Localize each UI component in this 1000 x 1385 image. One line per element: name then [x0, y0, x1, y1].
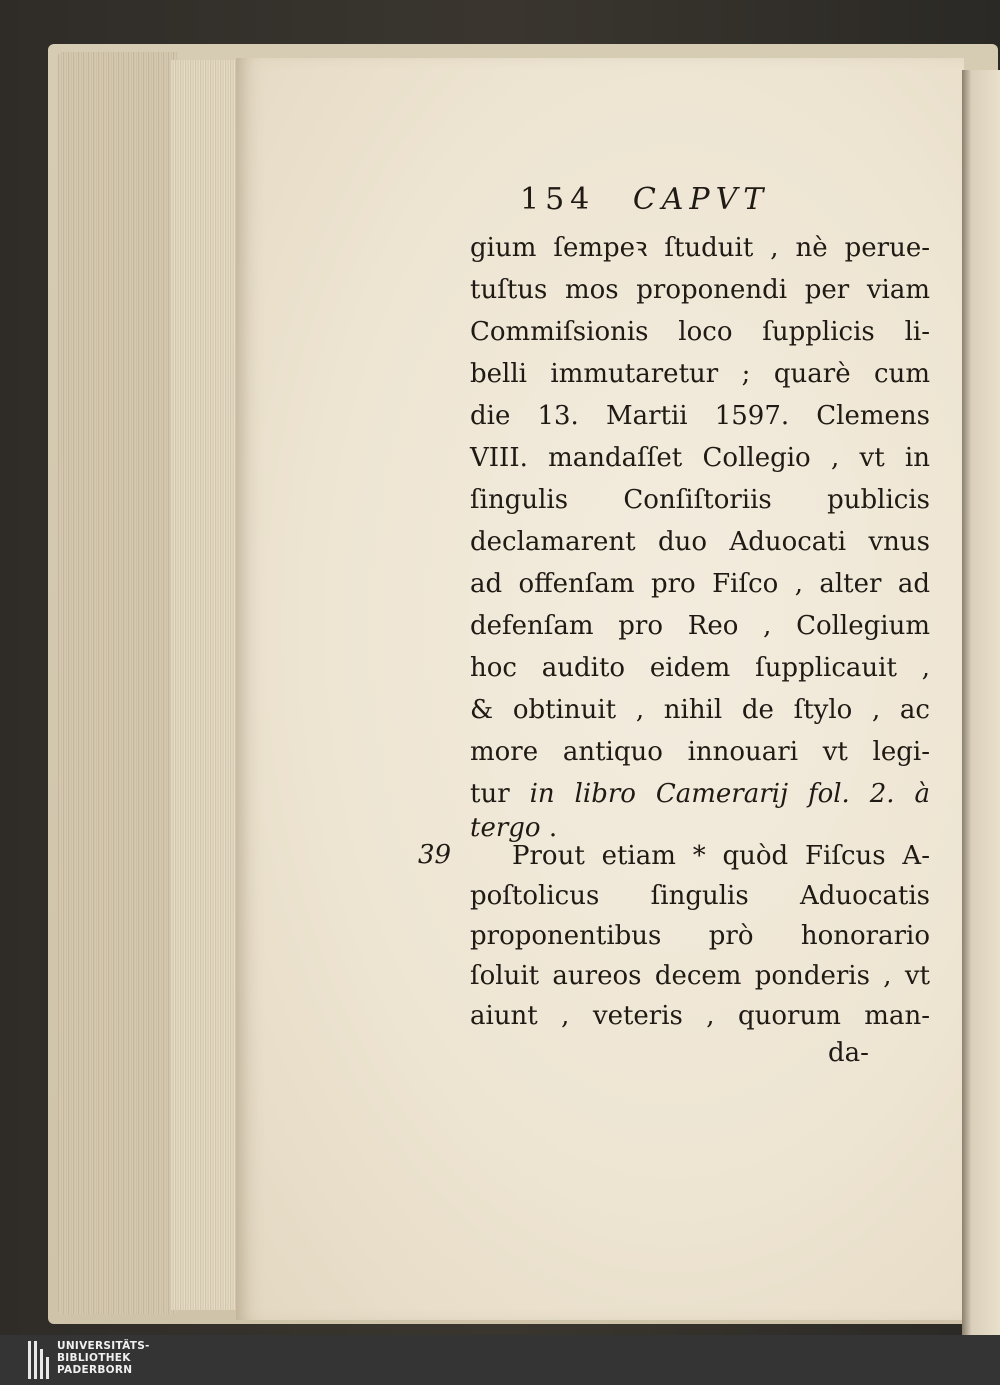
- text-line: & obtinuit , nihil de ſtylo , ac: [470, 695, 930, 725]
- running-title: CAPVT: [632, 182, 770, 217]
- text-line: declamarent duo Aduocati vnus: [470, 527, 930, 557]
- text-span: tur: [470, 779, 530, 809]
- running-header: [520, 182, 769, 217]
- library-logo-icon: [28, 1341, 52, 1379]
- text-line: aiunt , veteris , quorum man-: [470, 1001, 930, 1031]
- text-line: hoc audito eidem ſupplicauit ,: [470, 653, 930, 683]
- text-line: die 13. Martii 1597. Clemens: [470, 401, 930, 431]
- text-line: poſtolicus ſingulis Aduocatis: [470, 881, 930, 911]
- catchword: da-: [828, 1038, 869, 1068]
- citation-italic: tergo: [470, 813, 541, 843]
- logo-line: PADERBORN: [57, 1364, 133, 1376]
- page-edges-inner: [170, 60, 240, 1310]
- text-line: defenſam pro Reo , Collegium: [470, 611, 930, 641]
- page-edges: [58, 52, 178, 1314]
- facing-page-edge: [962, 70, 1000, 1335]
- text-line: VIII. mandaſſet Collegio , vt in: [470, 443, 930, 473]
- logo-line: UNIVERSITÄTS-: [57, 1340, 150, 1352]
- library-logo-text: [57, 1340, 150, 1376]
- logo-line: BIBLIOTHEK: [57, 1352, 131, 1364]
- page-number: 154: [520, 182, 596, 217]
- text-span: .: [540, 813, 558, 843]
- text-line: Commiſsionis loco ſupplicis li-: [470, 317, 930, 347]
- citation-italic: in libro Camerarij fol. 2. à: [529, 779, 930, 809]
- library-footer: [0, 1335, 1000, 1385]
- text-line: Prout etiam * quòd Fiſcus A-: [512, 841, 930, 871]
- text-line: proponentibus prò honorario: [470, 921, 930, 951]
- text-line: ad offenſam pro Fiſco , alter ad: [470, 569, 930, 599]
- text-line: ſoluit aureos decem ponderis , vt: [470, 961, 930, 991]
- text-line: more antiquo innouari vt legi-: [470, 737, 930, 767]
- margin-paragraph-number: 39: [418, 840, 452, 870]
- text-line: tuſtus mos proponendi per viam: [470, 275, 930, 305]
- text-line: gium ſempeꝛ ſtuduit , nè perue-: [470, 233, 930, 263]
- text-line: ſingulis Conſiſtoriis publicis: [470, 485, 930, 515]
- text-line: belli immutaretur ; quarè cum: [470, 359, 930, 389]
